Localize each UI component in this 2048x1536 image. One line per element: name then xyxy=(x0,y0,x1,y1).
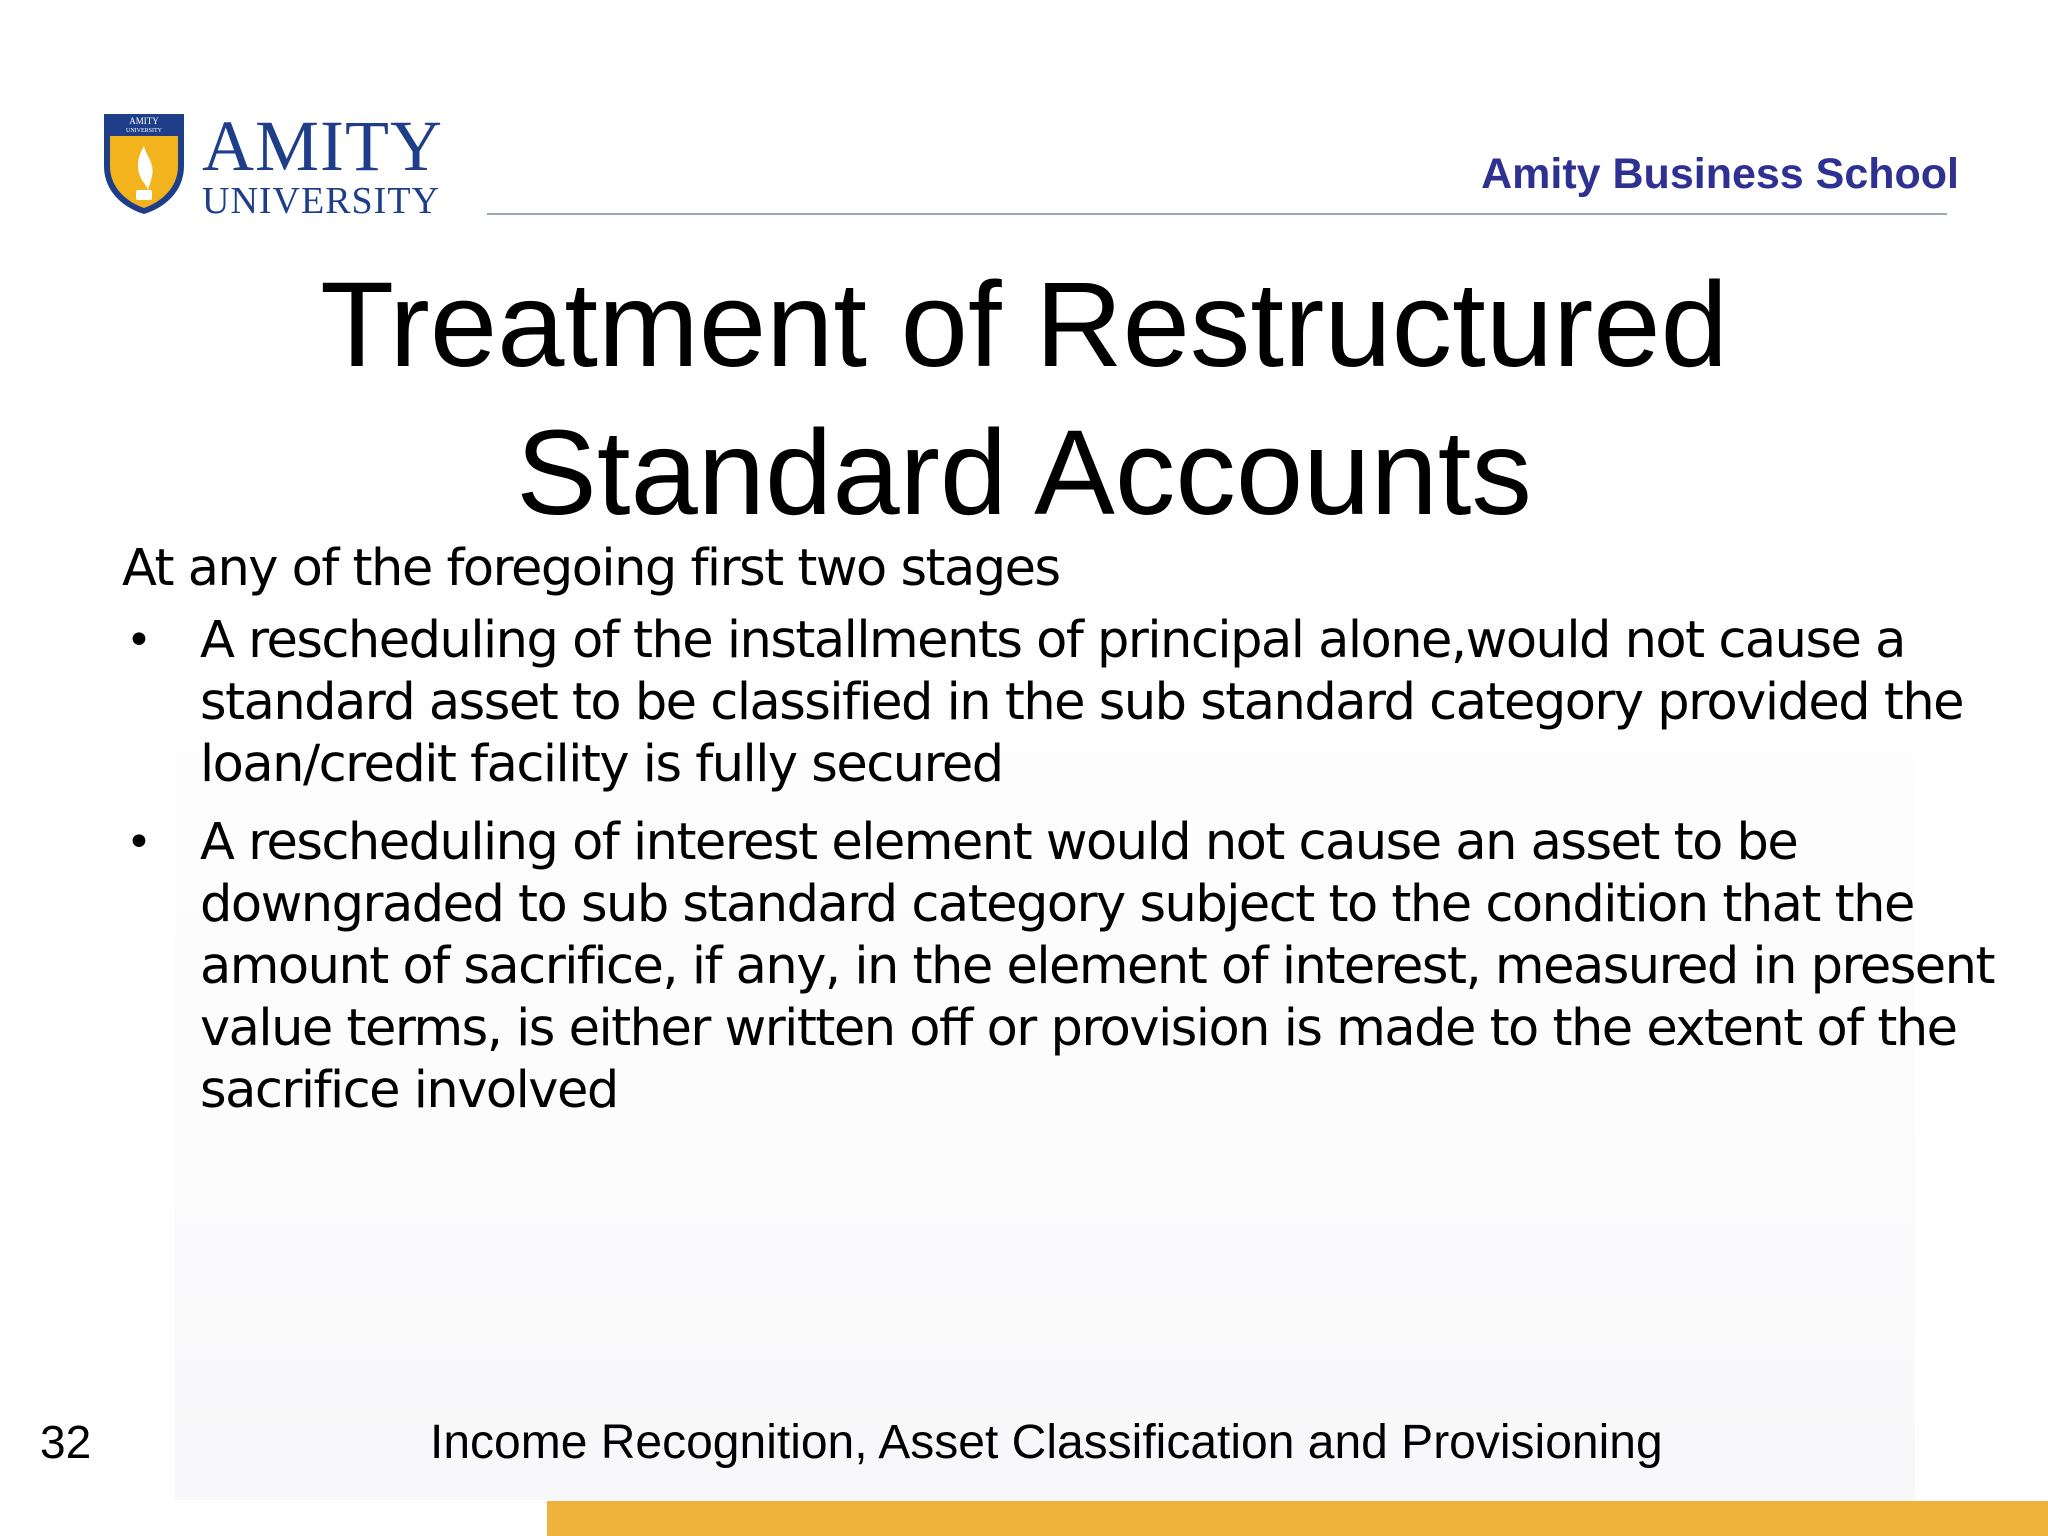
bullet-icon: • xyxy=(126,817,151,868)
svg-text:UNIVERSITY: UNIVERSITY xyxy=(126,128,162,134)
amity-university-logo xyxy=(98,106,448,222)
amity-shield-icon xyxy=(98,110,190,216)
slide-title-line-1: Treatment of Restructured xyxy=(320,256,1728,392)
slide-body xyxy=(122,538,1994,1138)
bullet-icon: • xyxy=(126,615,151,666)
bullet-text: A rescheduling of the installments of principal alone,would not cause a standard asset to be classified in the sub standard category provided the loan/credit facility is fully secured xyxy=(200,611,1964,794)
bullet-list xyxy=(122,610,1994,1122)
logo-wordmark xyxy=(202,106,443,222)
header-divider xyxy=(487,213,1947,215)
slide-title xyxy=(200,250,1848,546)
footer-title: Income Recognition, Asset Classification and Provisioning xyxy=(430,1416,1663,1469)
footer-accent-bar xyxy=(547,1501,2048,1536)
slide-title-line-2: Standard Accounts xyxy=(516,404,1532,540)
bullet-item xyxy=(122,610,2048,796)
page-number: 32 xyxy=(40,1416,92,1468)
intro-text: At any of the foregoing first two stages xyxy=(122,539,1060,598)
school-name: Amity Business School xyxy=(1481,150,1959,198)
logo-wordmark-amity: AMITY xyxy=(202,106,443,186)
bullet-item xyxy=(122,812,2048,1122)
logo-wordmark-university: UNIVERSITY xyxy=(202,180,440,222)
bullet-text: A rescheduling of interest element would not cause an asset to be downgraded to sub standard category subject to the condition that the amount of sacrifice, if any, in the element of interest, measured in present value terms, is either written off or provision is made to the extent of the sacrifice involved xyxy=(200,813,1994,1120)
svg-text:AMITY: AMITY xyxy=(129,116,159,126)
